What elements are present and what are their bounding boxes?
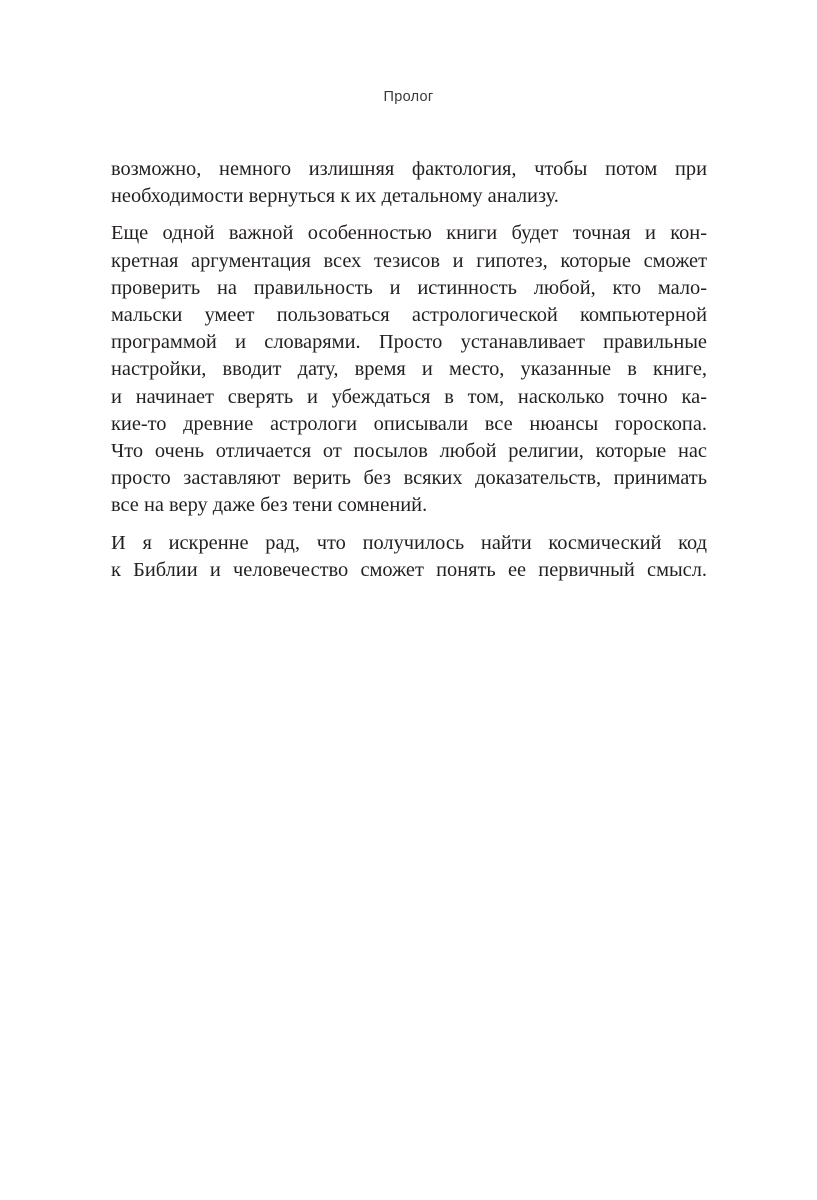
text-line: к Библии и человечество сможет понять ее первичный смысл. [111,558,707,581]
text-line: проверить на правильность и истинность любой, кто мало- [111,276,707,299]
text-line: необходимости вернуться к их детальному анализу. [111,185,559,208]
text-line: возможно, немного излишняя фактология, чтобы потом при [111,158,707,180]
text-line: кретная аргументация всех тезисов и гипотез, которые сможет [111,249,707,272]
running-head: Пролог [383,89,434,105]
text-line: и начинает сверять и убеждаться в том, насколько точно ка- [111,385,707,408]
text-line: Что очень отличается от посылов любой религии, которые нас [111,440,707,463]
paragraph-3 [111,530,707,584]
text-line: кие-то древние астрологи описывали все нюансы гороскопа. [111,412,707,435]
text-line: Еще одной важной особенностью книги будет точная и кон- [111,222,707,245]
text-line: все на веру даже без тени сомнений. [111,494,428,517]
paragraph-1 [111,156,707,210]
text-line: просто заставляют верить без всяких доказательств, принимать [111,467,707,490]
body-text [111,156,707,584]
text-line: настройки, вводит дату, время и место, указанные в книге, [111,358,707,381]
text-line: И я искренне рад, что получилось найти космический код [111,531,707,554]
text-line: программой и словарями. Просто устанавливает правильные [111,331,707,354]
text-line: мальски умеет пользоваться астрологической компьютерной [111,304,707,327]
paragraph-2 [111,220,707,519]
